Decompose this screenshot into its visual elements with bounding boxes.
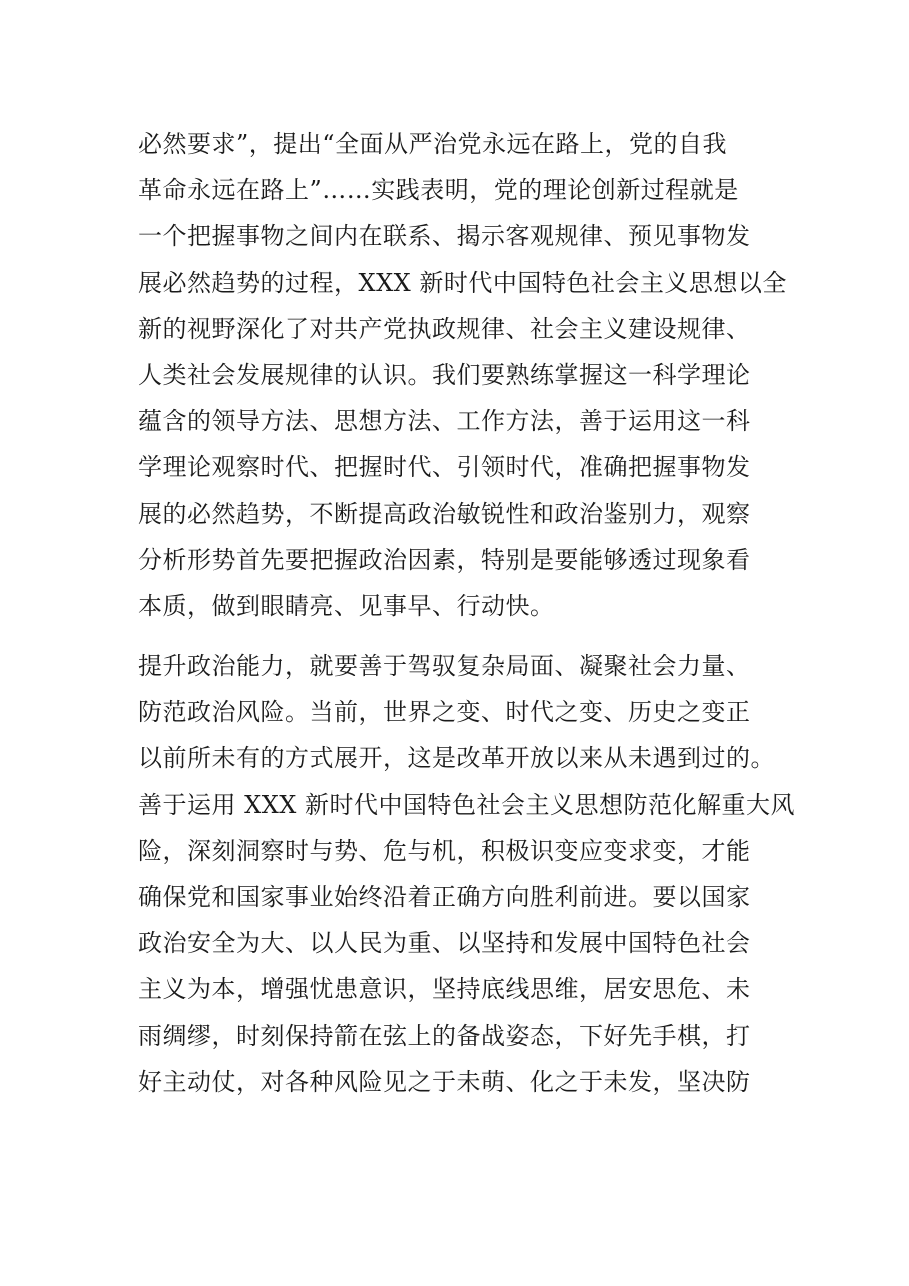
- text-line: 革命永远在路上”……实践表明，党的理论创新过程就是: [138, 176, 739, 205]
- paragraph-2: [138, 643, 796, 1105]
- text-line: 确保党和国家事业始终沿着正确方向胜利前进。要以国家: [138, 883, 751, 911]
- text-line: 以前所未有的方式展开，这是改革开放以来从未遇到过的。: [138, 744, 775, 773]
- text-line: 一个把握事物之间内在联系、揭示客观规律、预见事物发: [138, 222, 751, 251]
- text-line: 善于运用 XXX 新时代中国特色社会主义思想防范化解重大风: [138, 790, 796, 819]
- text-line: 本质，做到眼睛亮、见事早、行动快。: [138, 591, 555, 620]
- text-line: 展必然趋势的过程，XXX 新时代中国特色社会主义思想以全: [138, 268, 787, 297]
- text-line: 展的必然趋势，不断提高政治敏锐性和政治鉴别力，观察: [138, 499, 751, 528]
- text-line: 险，深刻洞察时与势、危与机，积极识变应变求变，才能: [138, 836, 751, 865]
- text-line: 分析形势首先要把握政治因素，特别是要能够透过现象看: [138, 545, 751, 574]
- text-line: 雨绸缪，时刻保持箭在弦上的备战姿态，下好先手棋，打: [138, 1021, 751, 1050]
- paragraph-1: [138, 121, 787, 629]
- text-line: 主义为本，增强忧患意识，坚持底线思维，居安思危、未: [138, 975, 751, 1004]
- text-line: 新的视野深化了对共产党执政规律、社会主义建设规律、: [138, 314, 751, 343]
- text-line: 人类社会发展规律的认识。我们要熟练掌握这一科学理论: [138, 360, 751, 389]
- text-line: 蕴含的领导方法、思想方法、工作方法，善于运用这一科: [138, 407, 751, 436]
- text-line: 提升政治能力，就要善于驾驭复杂局面、凝聚社会力量、: [138, 652, 751, 681]
- document-body: [138, 121, 796, 1105]
- text-line: 好主动仗，对各种风险见之于未萌、化之于未发，坚决防: [138, 1067, 751, 1096]
- text-line: 必然要求”，提出“全面从严治党永远在路上，党的自我: [138, 130, 728, 158]
- text-line: 政治安全为大、以人民为重、以坚持和发展中国特色社会: [138, 929, 751, 958]
- text-line: 防范政治风险。当前，世界之变、时代之变、历史之变正: [138, 698, 751, 727]
- text-line: 学理论观察时代、把握时代、引领时代，准确把握事物发: [138, 453, 751, 482]
